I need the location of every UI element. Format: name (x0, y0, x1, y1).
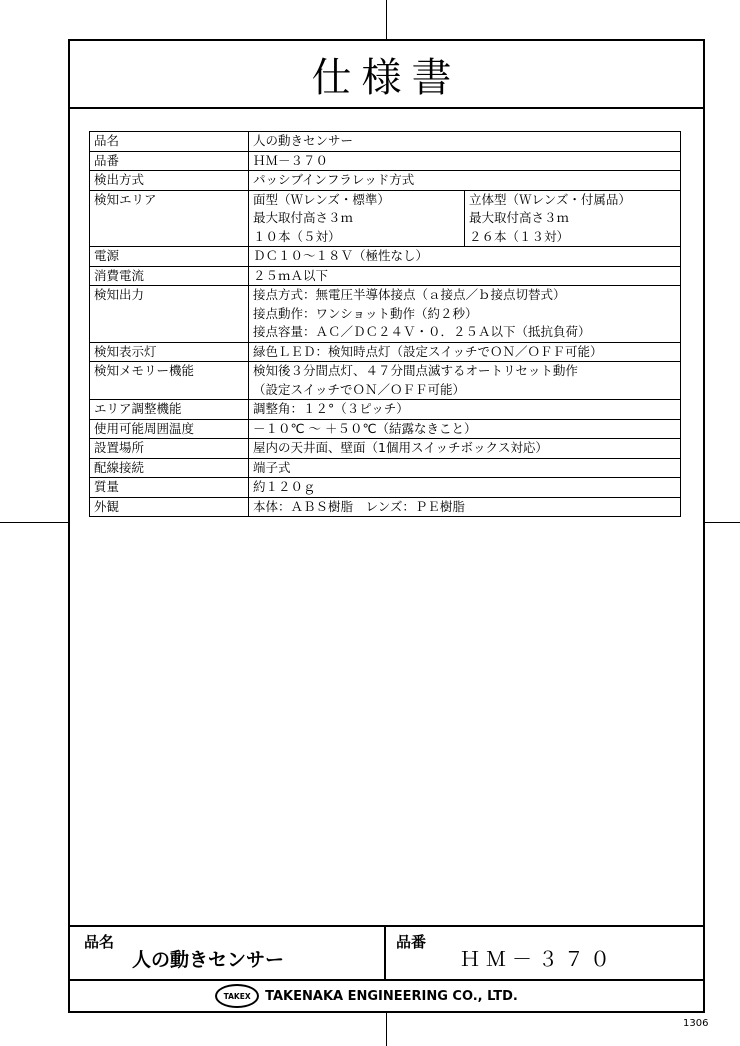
spec-label: エリア調整機能 (90, 400, 249, 420)
crop-mark-left (0, 522, 68, 523)
spec-row (90, 362, 681, 400)
spec-value-cell (249, 171, 681, 191)
footer-name-label: 品名 (84, 933, 115, 951)
spec-value-cell (249, 132, 681, 152)
spec-value-line: 接点容量：ＡＣ／ＤＣ２４Ｖ・０．２５Ａ以下（抵抗負荷） (253, 324, 591, 339)
spec-row (90, 151, 681, 171)
spec-value-line: 面型（Ｗレンズ・標準） (253, 191, 390, 207)
footer-company-row (70, 981, 703, 1011)
footer-name-cell (70, 927, 386, 979)
spec-value-line: 人の動きセンサー (253, 133, 354, 148)
spec-value-line: ２５ｍＡ以下 (253, 267, 329, 283)
spec-value-line: 本体：ＡＢＳ樹脂 レンズ：ＰＥ樹脂 (253, 498, 465, 514)
title-row (70, 41, 703, 109)
footer-number-value: ＨＭ－３７０ (460, 947, 616, 971)
spec-label: 電源 (90, 247, 249, 267)
footer-number-label: 品番 (396, 933, 427, 951)
spec-label: 検出方式 (90, 171, 249, 191)
spec-value-line: 接点方式：無電圧半導体接点（ａ接点／ｂ接点切替式） (253, 287, 566, 302)
spec-row (90, 478, 681, 498)
spec-row (90, 286, 681, 343)
spec-value-line: 接点動作：ワンショット動作（約２秒） (253, 305, 478, 321)
spec-table-body (90, 132, 681, 517)
spec-row (90, 266, 681, 286)
spec-row (90, 419, 681, 439)
spec-label: 消費電流 (90, 266, 249, 286)
spec-value-line: ＨＭ－３７０ (253, 152, 329, 168)
spec-value-line: 緑色ＬＥＤ：検知時点灯（設定スイッチでＯＮ／ＯＦＦ可能） (253, 343, 603, 359)
spec-label: 検知出力 (90, 286, 249, 343)
spec-row (90, 342, 681, 362)
spec-value-line: ２６本（１３対） (469, 228, 570, 244)
spec-label: 品名 (90, 132, 249, 152)
spec-value-cell (249, 247, 681, 267)
spec-value-line: 調整角：１２°（３ピッチ） (253, 401, 409, 416)
spec-value-line: 検知後３分間点灯、４７分間点滅するオートリセット動作 (253, 363, 578, 378)
spec-row (90, 132, 681, 152)
spec-value-line: 最大取付高さ３ｍ (253, 210, 354, 225)
spec-label: 検知エリア (90, 190, 249, 247)
spec-value-line: ＤＣ１０～１８Ｖ（極性なし） (253, 248, 429, 263)
spec-value-cell (249, 419, 681, 439)
spec-row (90, 439, 681, 459)
spec-value-cell (249, 266, 681, 286)
company-logo (215, 984, 518, 1008)
spec-value-line: 屋内の天井面、壁面（1個用スイッチボックス対応） (253, 440, 548, 455)
spec-label: 設置場所 (90, 439, 249, 459)
spec-label: 品番 (90, 151, 249, 171)
spec-row (90, 171, 681, 191)
spec-value-line: 約１２０ｇ (253, 479, 316, 494)
spec-value-cell (249, 190, 681, 247)
spec-value-line: 立体型（Ｗレンズ・付属品） (469, 191, 631, 207)
document-code: 1306 (683, 1018, 709, 1029)
spec-split-values (249, 191, 680, 247)
spec-value-cell (249, 497, 681, 517)
spec-value-line: 端子式 (253, 459, 291, 475)
crop-mark-bottom (386, 1013, 387, 1046)
page-title: 仕様書 (311, 54, 462, 101)
spec-row (90, 190, 681, 247)
footer-product-row (70, 925, 703, 981)
spec-table (89, 131, 681, 517)
spec-value-cell (249, 478, 681, 498)
spec-value-line: パッシブインフラレッド方式 (253, 172, 415, 187)
spec-value-line: １０本（５対） (253, 228, 341, 244)
spec-row (90, 400, 681, 420)
spec-split-left (249, 191, 464, 247)
spec-label: 検知メモリー機能 (90, 362, 249, 400)
spec-row (90, 458, 681, 478)
spec-split-right (464, 191, 680, 247)
takex-logo-icon: TAKEX (215, 984, 259, 1008)
spec-label: 検知表示灯 (90, 342, 249, 362)
spec-value-cell (249, 458, 681, 478)
spec-value-line: －１０℃ ～ ＋５０℃（結露なきこと） (253, 420, 477, 436)
footer-name-value: 人の動きセンサー (132, 949, 285, 971)
spec-value-cell (249, 151, 681, 171)
company-name: TAKENAKA ENGINEERING CO., LTD. (265, 988, 518, 1004)
spec-label: 質量 (90, 478, 249, 498)
spec-value-cell (249, 400, 681, 420)
spec-value-cell (249, 362, 681, 400)
spec-row (90, 247, 681, 267)
spec-row (90, 497, 681, 517)
spec-value-cell (249, 439, 681, 459)
spec-label: 外観 (90, 497, 249, 517)
crop-mark-top (386, 0, 387, 39)
spec-label: 使用可能周囲温度 (90, 419, 249, 439)
spec-sheet (68, 39, 705, 1013)
spec-value-cell (249, 286, 681, 343)
crop-mark-right (705, 522, 740, 523)
spec-value-line: 最大取付高さ３ｍ (469, 210, 570, 225)
spec-value-cell (249, 342, 681, 362)
spec-value-line: （設定スイッチでＯＮ／ＯＦＦ可能） (253, 381, 466, 397)
spec-label: 配線接続 (90, 458, 249, 478)
